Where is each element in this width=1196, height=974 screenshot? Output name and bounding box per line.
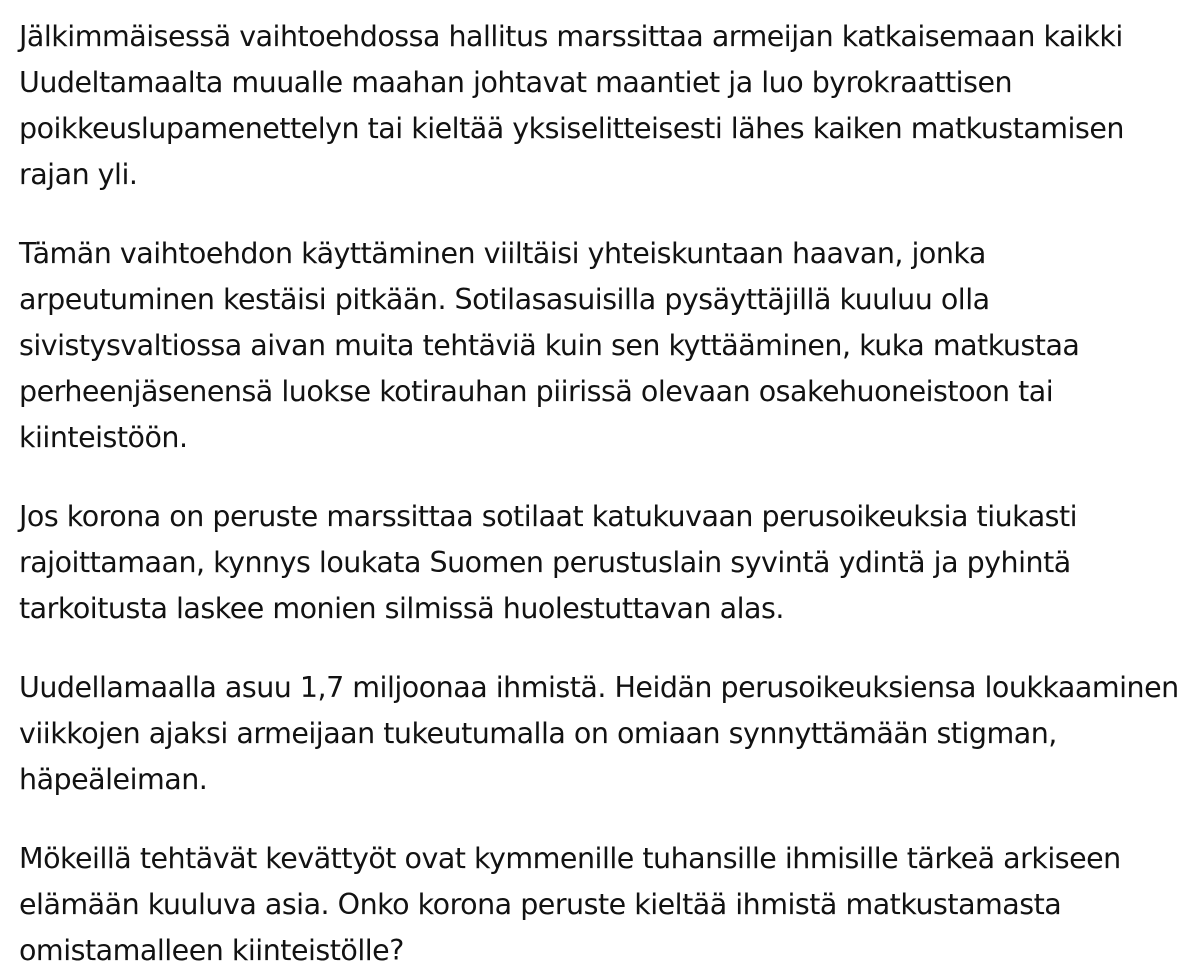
paragraph-1: Jälkimmäisessä vaihtoehdossa hallitus marssittaa armeijan katkaisemaan kaikki Uudeltamaalta muualle maahan johtavat maantiet ja luo byrokraattisen poikkeuslupamenettelyn tai kieltää yksiselitteisesti lähes kaiken matkustamisen rajan yli. bbox=[19, 20, 1124, 191]
paragraph-2: Tämän vaihtoehdon käyttäminen viiltäisi yhteiskuntaan haavan, jonka arpeutuminen kestäisi pitkään. Sotilasasuisilla pysäyttäjillä kuuluu olla sivistysvaltiossa aivan muita tehtäviä kuin sen kyttääminen, kuka matkustaa perheenjäsenensä luokse kotirauhan piirissä olevaan osakehuoneistoon tai kiinteistöön. bbox=[19, 237, 1080, 454]
paragraph-3: Jos korona on peruste marssittaa sotilaat katukuvaan perusoikeuksia tiukasti rajoittamaan, kynnys loukata Suomen perustuslain syvintä ydintä ja pyhintä tarkoitusta laskee monien silmissä huolestuttavan alas. bbox=[19, 500, 1078, 625]
paragraph-5: Mökeillä tehtävät kevättyöt ovat kymmenille tuhansille ihmisille tärkeä arkiseen elämään kuuluva asia. Onko korona peruste kieltää ihmistä matkustamasta omistamalleen kiinteistölle? bbox=[19, 842, 1121, 967]
paragraph-4: Uudellamaalla asuu 1,7 miljoonaa ihmistä. Heidän perusoikeuksiensa loukkaaminen viikkojen ajaksi armeijaan tukeutumalla on omiaan synnyttämään stigman, häpeäleiman. bbox=[19, 671, 1179, 796]
article-body bbox=[19, 14, 1184, 974]
